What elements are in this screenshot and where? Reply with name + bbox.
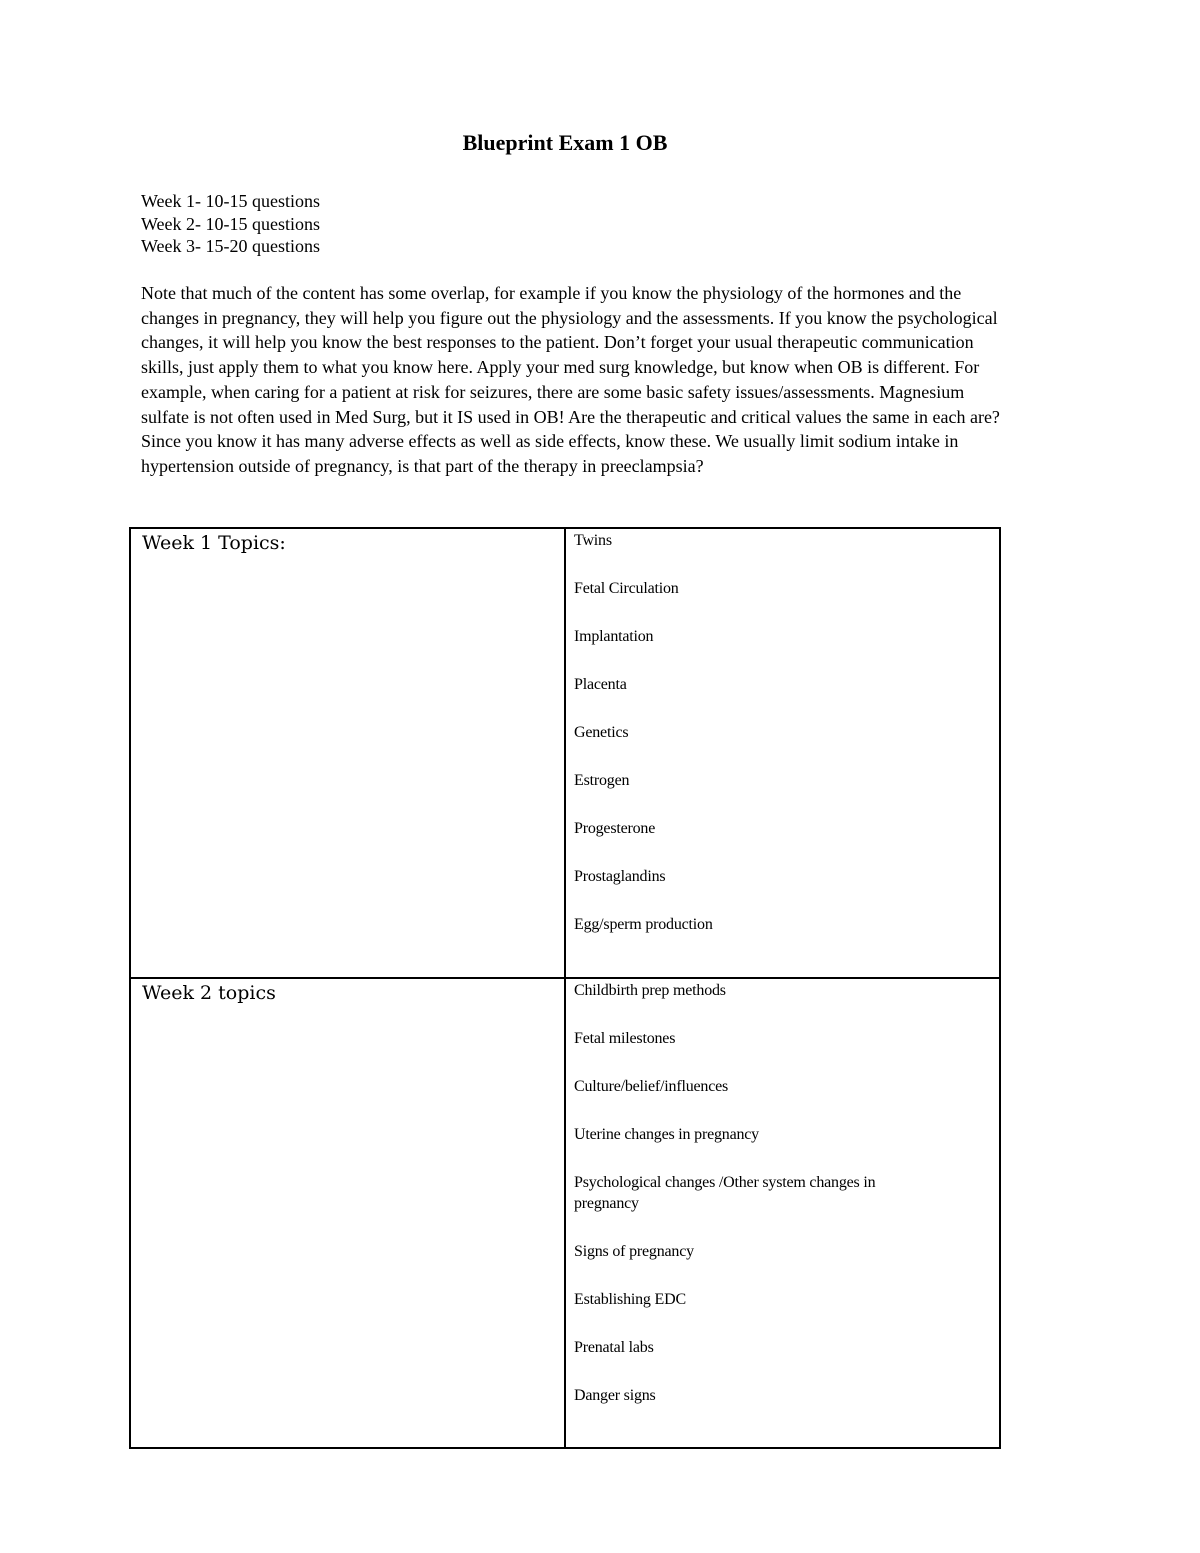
topic-item: Prenatal labs xyxy=(574,1339,654,1356)
document-title: Blueprint Exam 1 OB xyxy=(462,130,668,155)
topic-item: Twins xyxy=(574,532,612,549)
topic-item: Implantation xyxy=(574,628,654,645)
question-line-week-2: Week 2- 10-15 questions xyxy=(141,213,321,234)
topic-item: Progesterone xyxy=(574,820,656,837)
topic-item: Estrogen xyxy=(574,772,630,789)
topic-item: Genetics xyxy=(574,724,629,741)
week-1-topic-list xyxy=(566,529,999,935)
topic-item: Placenta xyxy=(574,676,627,693)
topic-item: Establishing EDC xyxy=(574,1291,686,1308)
question-line-week-1: Week 1- 10-15 questions xyxy=(141,191,321,211)
week-2-topic-list xyxy=(566,979,999,1406)
topic-item: Egg/sperm production xyxy=(574,916,713,933)
topic-item: Uterine changes in pregnancy xyxy=(574,1126,759,1143)
topic-item: Psychological changes /Other system changes in pregnancy xyxy=(574,1174,876,1212)
topic-item: Fetal Circulation xyxy=(574,580,679,597)
table-row-week-2 xyxy=(130,978,1000,1448)
week-1-topics-cell xyxy=(565,528,1000,978)
topic-item: Danger signs xyxy=(574,1387,656,1404)
topic-item: Childbirth prep methods xyxy=(574,982,726,999)
week-2-heading-cell xyxy=(130,978,565,1448)
topics-table xyxy=(129,527,1001,1449)
topic-item: Signs of pregnancy xyxy=(574,1243,694,1260)
question-line-week-3: Week 3- 15-20 questions xyxy=(141,236,321,256)
week-2-topics-cell xyxy=(565,978,1000,1448)
week-1-heading-cell xyxy=(130,528,565,978)
overlap-note: Note that much of the content has some overlap, for example if you know the physiology of the hormones and the changes in pregnancy, they will help you figure out the physiology and the assessments. If you know the psychological changes, it will help you know the best responses to the patient. Don’t forget your usual therapeutic communication skills, just apply them to what you know here. Apply your med surg knowledge, but know when OB is different. For example, when caring for a patient at risk for seizures, there are some basic safety issues/assessments. Magnesium sulfate is not often used in Med Surg, but it IS used in OB! Are the therapeutic and critical values the same in each are? Since you know it has many adverse effects as well as side effects, know these. We usually limit sodium intake in hypertension outside of pregnancy, is that part of the therapy in preeclampsia? xyxy=(141,283,1000,476)
table-row-week-1 xyxy=(130,528,1000,978)
week-2-heading: Week 2 topics xyxy=(142,982,276,1004)
topic-item: Culture/belief/influences xyxy=(574,1078,729,1095)
week-1-heading: Week 1 Topics: xyxy=(142,532,286,554)
question-distribution xyxy=(141,190,320,258)
topic-item: Fetal milestones xyxy=(574,1030,676,1047)
topic-item: Prostaglandins xyxy=(574,868,666,885)
